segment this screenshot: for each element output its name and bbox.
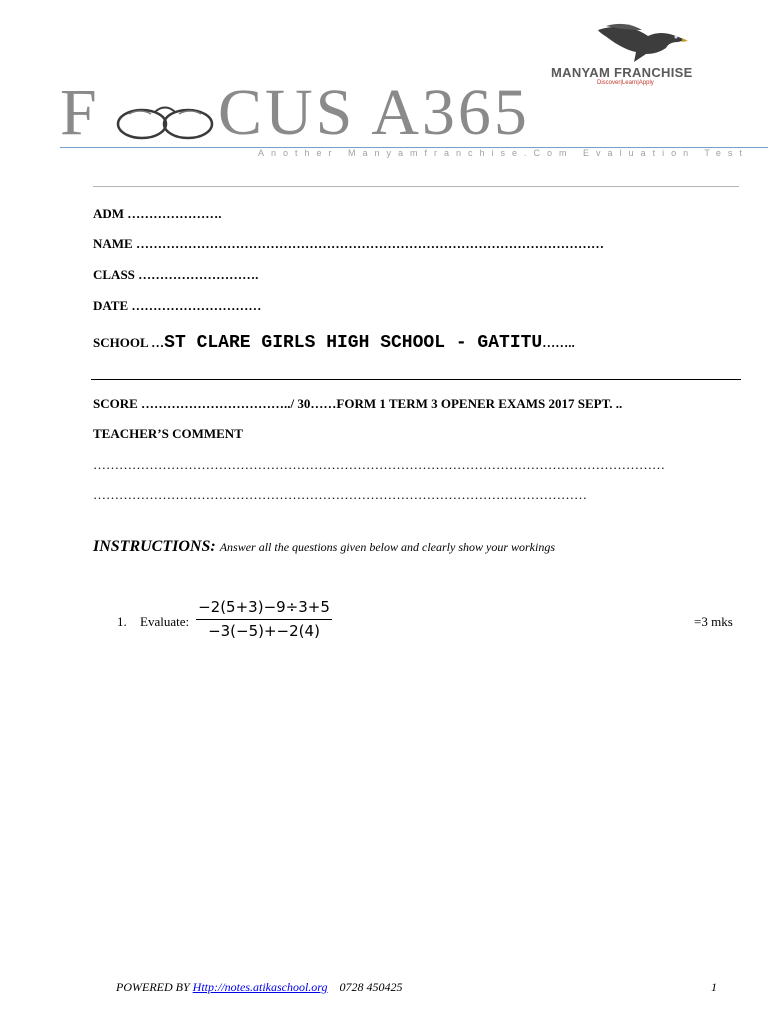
eagle-logo-icon xyxy=(596,22,688,66)
footer-phone: 0728 450425 xyxy=(339,980,403,994)
school-trail: …….. xyxy=(542,335,575,350)
adm-field: ADM …………………. xyxy=(93,206,222,221)
school-field xyxy=(93,333,575,353)
question-number: 1. xyxy=(117,614,127,629)
page-number: 1 xyxy=(711,980,717,994)
question-label: Evaluate: xyxy=(140,614,190,629)
instructions-heading: INSTRUCTIONS: xyxy=(93,538,216,555)
top-divider xyxy=(93,186,739,187)
fraction-bar xyxy=(196,619,332,620)
instructions xyxy=(93,538,555,556)
section-divider xyxy=(91,379,741,380)
comment-line-2: …………………………………………………………………………………………………… xyxy=(93,487,587,502)
brand-name: MANYAM FRANCHISE xyxy=(551,65,693,80)
class-field: CLASS ………………………. xyxy=(93,267,259,282)
header-subtitle: Another Manyamfranchise.Com Evaluation Test xyxy=(258,148,749,158)
instructions-text: Answer all the questions given below and clearly show your workings xyxy=(219,540,555,554)
footer xyxy=(116,980,403,995)
binoculars-icon xyxy=(115,104,215,140)
logo-text-rest: CUS A365 xyxy=(218,76,530,149)
school-label: SCHOOL … xyxy=(93,335,165,350)
logo-text-first: F xyxy=(60,76,100,149)
score-field: SCORE ……………………………../ 30……FORM 1 TERM 3 OPENER EXAMS 2017 SEPT. .. xyxy=(93,396,623,411)
name-field: NAME ……………………………………………………………………………………………… xyxy=(93,236,604,251)
question-fraction xyxy=(196,598,332,640)
date-field: DATE ………………………… xyxy=(93,298,262,313)
question-marks: =3 mks xyxy=(694,614,733,629)
fraction-denominator: −3(−5)+−2(4) xyxy=(208,622,320,640)
school-name: ST CLARE GIRLS HIGH SCHOOL - GATITU xyxy=(164,333,543,353)
teacher-comment-label: TEACHER’S COMMENT xyxy=(93,426,243,441)
fraction-numerator: −2(5+3)−9÷3+5 xyxy=(198,598,330,616)
brand-tagline: Discover|Learn|Apply xyxy=(597,80,654,86)
comment-line-1: …………………………………………………………………………………………………………………… xyxy=(93,457,665,472)
footer-link[interactable]: Http://notes.atikaschool.org xyxy=(192,980,328,994)
footer-powered-by: POWERED BY xyxy=(116,980,193,994)
